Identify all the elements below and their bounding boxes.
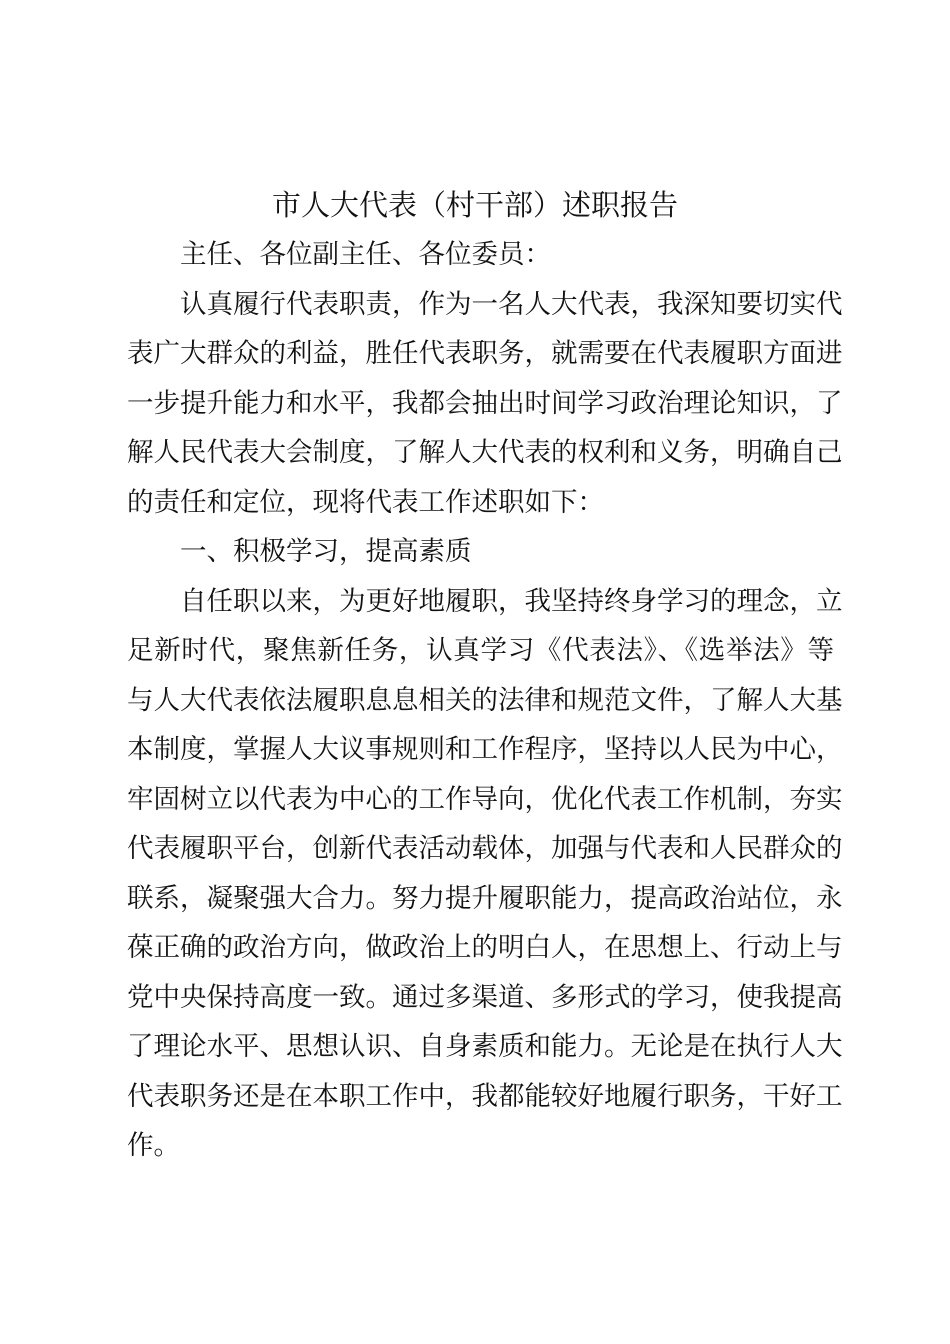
paragraph-line: 代表职务还是在本职工作中，我都能较好地履行职务，干好工	[127, 1080, 843, 1112]
salutation-line: 主任、各位副主任、各位委员：	[180, 239, 551, 270]
paragraph-line: 自任职以来，为更好地履职，我坚持终身学习的理念，立	[180, 585, 843, 617]
paragraph-line: 的责任和定位，现将代表工作述职如下：	[127, 486, 604, 518]
paragraph-line: 代表履职平台，创新代表活动载体，加强与代表和人民群众的	[127, 833, 843, 864]
paragraph-line: 本制度，掌握人大议事规则和工作程序，坚持以人民为中心，	[127, 734, 843, 765]
paragraph-line: 足新时代，聚焦新任务，认真学习《代表法》、《选举法》等	[127, 635, 834, 666]
report-body	[127, 230, 843, 1171]
paragraph-line: 表广大群众的利益，胜任代表职务，就需要在代表履职方面进	[127, 338, 843, 369]
paragraph-line: 了理论水平、思想认识、自身素质和能力。无论是在执行人大	[127, 1031, 843, 1062]
paragraph-line: 葆正确的政治方向，做政治上的明白人，在思想上、行动上与	[127, 932, 843, 963]
paragraph-line: 解人民代表大会制度，了解人大代表的权利和义务，明确自己	[127, 437, 843, 468]
paragraph-line: 联系，凝聚强大合力。努力提升履职能力，提高政治站位，永	[127, 882, 843, 914]
paragraph-line: 作。	[127, 1130, 180, 1161]
paragraph-line: 认真履行代表职责，作为一名人大代表，我深知要切实代	[180, 288, 843, 320]
section-heading: 一、积极学习，提高素质	[180, 536, 472, 567]
paragraph-line: 党中央保持高度一致。通过多渠道、多形式的学习，使我提高	[127, 981, 843, 1013]
page-title: 市人大代表（村干部）述职报告	[271, 188, 678, 222]
paragraph-line: 一步提升能力和水平，我都会抽出时间学习政治理论知识，了	[127, 387, 843, 419]
paragraph-line: 牢固树立以代表为中心的工作导向，优化代表工作机制，夯实	[127, 783, 843, 815]
paragraph-line: 与人大代表依法履职息息相关的法律和规范文件，了解人大基	[127, 684, 843, 716]
